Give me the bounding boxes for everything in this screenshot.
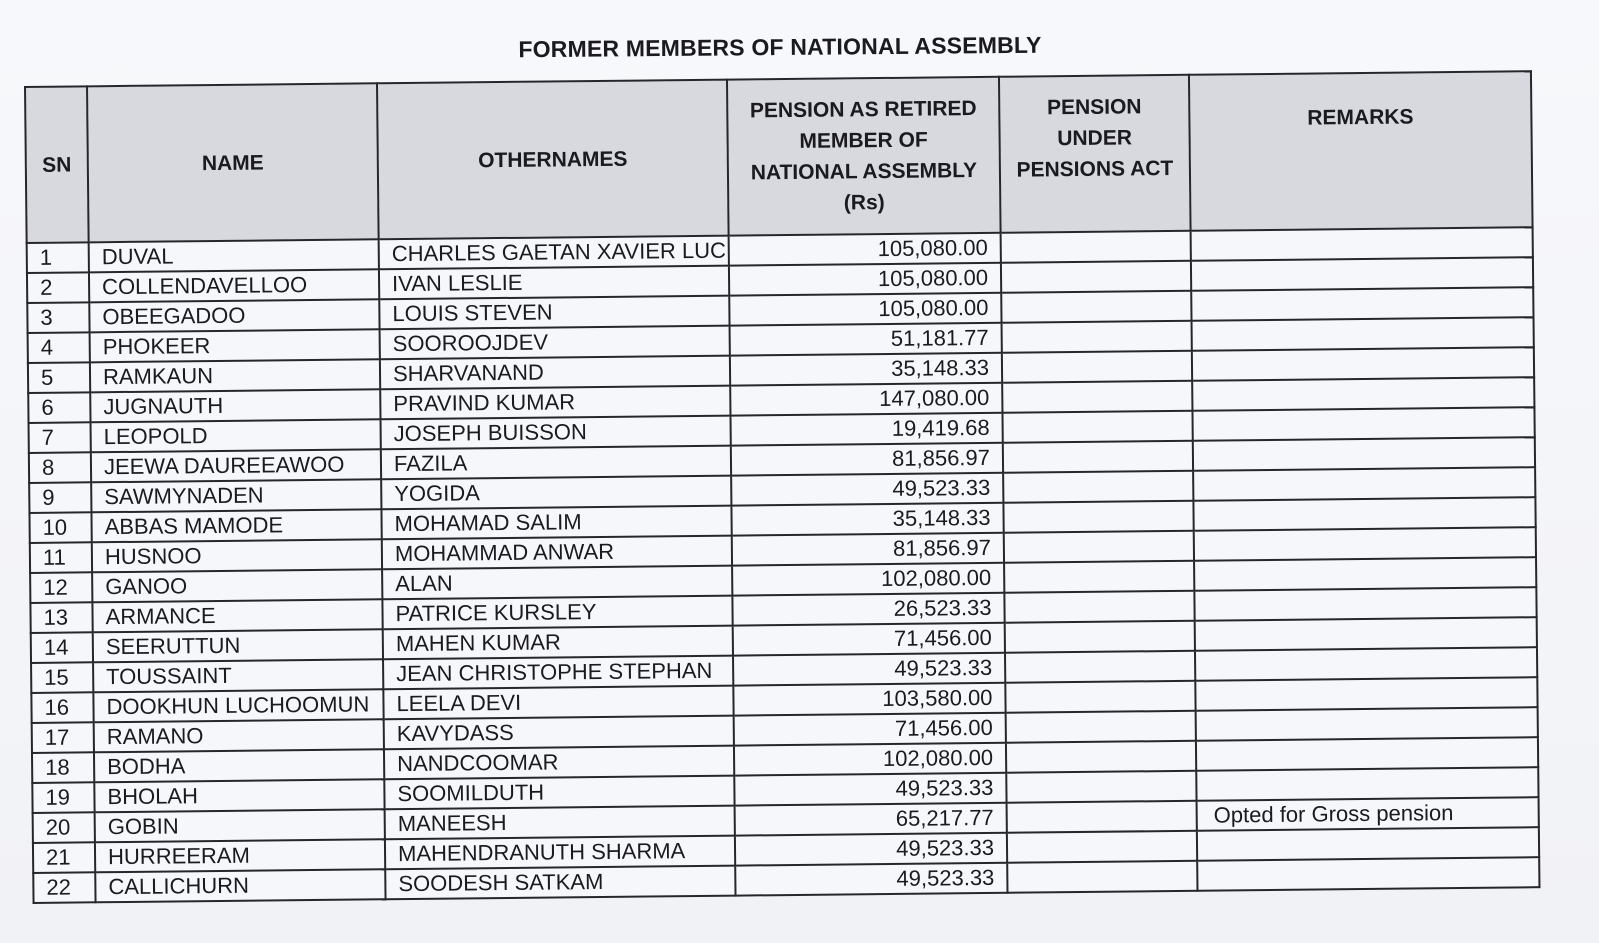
- cell-name: RAMKAUN: [90, 359, 380, 392]
- cell-othernames: PRAVIND KUMAR: [380, 386, 730, 420]
- cell-remarks: [1191, 257, 1533, 291]
- cell-name: COLLENDAVELLOO: [89, 269, 379, 302]
- cell-remarks: Opted for Gross pension: [1197, 797, 1539, 831]
- cell-pension-act: [1007, 801, 1197, 833]
- cell-remarks: [1195, 647, 1537, 681]
- cell-pension: 35,148.33: [731, 503, 1003, 536]
- cell-pension-act: [1003, 441, 1193, 473]
- cell-name: GOBIN: [95, 809, 385, 842]
- cell-sn: 1: [27, 242, 89, 273]
- cell-remarks: [1191, 227, 1533, 261]
- cell-pension-act: [1004, 531, 1194, 563]
- cell-othernames: SOOMILDUTH: [384, 776, 734, 810]
- cell-remarks: [1191, 287, 1533, 321]
- cell-othernames: SOODESH SATKAM: [385, 866, 735, 900]
- header-pension-line: MEMBER OF: [799, 128, 928, 153]
- cell-pension-act: [1003, 471, 1193, 503]
- cell-pension: 26,523.33: [732, 593, 1004, 626]
- cell-sn: 15: [31, 662, 93, 693]
- cell-name: DOOKHUN LUCHOOMUN: [93, 689, 383, 722]
- cell-name: TOUSSAINT: [93, 659, 383, 692]
- cell-sn: 8: [29, 452, 91, 483]
- cell-sn: 22: [33, 872, 95, 903]
- cell-remarks: [1193, 497, 1535, 531]
- cell-pension-act: [1005, 651, 1195, 683]
- cell-othernames: CHARLES GAETAN XAVIER LUC: [379, 236, 729, 270]
- cell-othernames: YOGIDA: [381, 476, 731, 510]
- cell-pension-act: [1004, 591, 1194, 623]
- cell-name: SEERUTTUN: [93, 629, 383, 662]
- cell-name: ABBAS MAMODE: [91, 509, 381, 542]
- cell-pension: 102,080.00: [732, 563, 1004, 596]
- cell-sn: 9: [29, 482, 91, 513]
- cell-othernames: LOUIS STEVEN: [379, 296, 729, 330]
- cell-name: RAMANO: [94, 719, 384, 752]
- cell-name: BHOLAH: [94, 779, 384, 812]
- cell-pension: 49,523.33: [734, 773, 1006, 806]
- cell-name: HUSNOO: [92, 539, 382, 572]
- cell-pension-act: [1001, 261, 1191, 293]
- cell-pension: 19,419.68: [730, 413, 1002, 446]
- cell-pension: 103,580.00: [733, 683, 1005, 716]
- cell-pension: 105,080.00: [729, 263, 1001, 296]
- cell-pension: 35,148.33: [730, 353, 1002, 386]
- cell-remarks: [1197, 827, 1539, 861]
- cell-sn: 11: [30, 542, 92, 573]
- cell-remarks: [1194, 587, 1536, 621]
- header-othernames: OTHERNAMES: [377, 80, 729, 240]
- cell-othernames: MOHAMAD SALIM: [381, 506, 731, 540]
- cell-pension-act: [1005, 621, 1195, 653]
- cell-sn: 10: [29, 512, 91, 543]
- cell-othernames: MANEESH: [385, 806, 735, 840]
- cell-remarks: [1194, 527, 1536, 561]
- header-act-line: PENSIONS ACT: [1016, 156, 1174, 182]
- cell-pension: 105,080.00: [729, 233, 1001, 266]
- cell-remarks: [1195, 617, 1537, 651]
- header-sn: SN: [25, 86, 89, 243]
- cell-name: HURREERAM: [95, 839, 385, 872]
- cell-othernames: IVAN LESLIE: [379, 266, 729, 300]
- pension-table: [24, 70, 1540, 904]
- cell-remarks: [1192, 317, 1534, 351]
- header-remarks: REMARKS: [1189, 71, 1533, 231]
- cell-othernames: FAZILA: [381, 446, 731, 480]
- cell-pension: 49,523.33: [731, 473, 1003, 506]
- cell-pension: 102,080.00: [734, 743, 1006, 776]
- cell-name: BODHA: [94, 749, 384, 782]
- cell-pension-act: [1002, 321, 1192, 353]
- cell-othernames: ALAN: [382, 566, 732, 600]
- cell-othernames: MAHENDRANUTH SHARMA: [385, 836, 735, 870]
- cell-remarks: [1196, 707, 1538, 741]
- header-act-line: UNDER: [1057, 126, 1133, 151]
- cell-sn: 6: [28, 392, 90, 423]
- cell-pension: 49,523.33: [733, 653, 1005, 686]
- cell-sn: 3: [27, 302, 89, 333]
- cell-pension-act: [1004, 561, 1194, 593]
- cell-remarks: [1193, 467, 1535, 501]
- cell-sn: 12: [30, 572, 92, 603]
- header-act-line: PENSION: [1046, 95, 1142, 120]
- cell-sn: 16: [31, 692, 93, 723]
- cell-name: JUGNAUTH: [90, 389, 380, 422]
- cell-remarks: [1193, 437, 1535, 471]
- cell-name: LEOPOLD: [91, 419, 381, 452]
- cell-sn: 5: [28, 362, 90, 393]
- cell-sn: 13: [30, 602, 92, 633]
- cell-othernames: JOSEPH BUISSON: [381, 416, 731, 450]
- document-title: FORMER MEMBERS OF NATIONAL ASSEMBLY: [518, 31, 1042, 63]
- cell-pension-act: [1005, 681, 1195, 713]
- cell-pension: 49,523.33: [735, 833, 1007, 866]
- cell-pension-act: [1007, 831, 1197, 863]
- cell-sn: 21: [33, 842, 95, 873]
- cell-name: SAWMYNADEN: [91, 479, 381, 512]
- cell-pension-act: [1002, 351, 1192, 383]
- header-name: NAME: [87, 83, 379, 242]
- cell-sn: 7: [29, 422, 91, 453]
- cell-sn: 20: [33, 812, 95, 843]
- cell-pension-act: [1006, 771, 1196, 803]
- cell-name: DUVAL: [89, 239, 379, 272]
- cell-remarks: [1196, 767, 1538, 801]
- cell-othernames: NANDCOOMAR: [384, 746, 734, 780]
- cell-pension: 81,856.97: [732, 533, 1004, 566]
- cell-pension-act: [1003, 501, 1193, 533]
- cell-othernames: MOHAMMAD ANWAR: [382, 536, 732, 570]
- cell-name: PHOKEER: [90, 329, 380, 362]
- cell-othernames: PATRICE KURSLEY: [382, 596, 732, 630]
- table-header-row: [25, 71, 1533, 243]
- cell-remarks: [1192, 407, 1534, 441]
- cell-sn: 17: [32, 722, 94, 753]
- cell-pension: 147,080.00: [730, 383, 1002, 416]
- cell-othernames: LEELA DEVI: [383, 686, 733, 720]
- cell-pension-act: [1002, 381, 1192, 413]
- cell-pension: 81,856.97: [731, 443, 1003, 476]
- cell-pension: 51,181.77: [730, 323, 1002, 356]
- cell-pension-act: [1002, 411, 1192, 443]
- header-pension-line: (Rs): [843, 190, 885, 215]
- table-body: [27, 227, 1540, 903]
- cell-pension: 71,456.00: [733, 623, 1005, 656]
- cell-remarks: [1197, 857, 1539, 891]
- cell-sn: 14: [31, 632, 93, 663]
- cell-othernames: MAHEN KUMAR: [383, 626, 733, 660]
- cell-othernames: SOOROOJDEV: [380, 326, 730, 360]
- cell-remarks: [1196, 737, 1538, 771]
- cell-pension: 65,217.77: [735, 803, 1007, 836]
- header-pension-retired: [727, 77, 1001, 236]
- cell-sn: 19: [32, 782, 94, 813]
- cell-pension: 105,080.00: [729, 293, 1001, 326]
- cell-name: JEEWA DAUREEAWOO: [91, 449, 381, 482]
- cell-pension-act: [1006, 741, 1196, 773]
- header-pension-line: PENSION AS RETIRED: [749, 97, 977, 123]
- cell-remarks: [1192, 377, 1534, 411]
- cell-othernames: JEAN CHRISTOPHE STEPHAN: [383, 656, 733, 690]
- cell-pension-act: [1001, 231, 1191, 263]
- cell-pension-act: [1001, 291, 1191, 323]
- cell-pension: 49,523.33: [735, 863, 1007, 896]
- cell-sn: 2: [27, 272, 89, 303]
- cell-othernames: SHARVANAND: [380, 356, 730, 390]
- cell-remarks: [1195, 677, 1537, 711]
- pension-table-wrapper: [24, 70, 1538, 904]
- cell-pension-act: [1006, 711, 1196, 743]
- cell-name: ARMANCE: [92, 599, 382, 632]
- cell-pension-act: [1007, 861, 1197, 893]
- cell-othernames: KAVYDASS: [384, 716, 734, 750]
- cell-sn: 18: [32, 752, 94, 783]
- cell-name: GANOO: [92, 569, 382, 602]
- cell-remarks: [1194, 557, 1536, 591]
- header-pension-act: [999, 75, 1191, 233]
- cell-name: CALLICHURN: [95, 869, 385, 902]
- cell-pension: 71,456.00: [734, 713, 1006, 746]
- header-pension-line: NATIONAL ASSEMBLY: [750, 159, 978, 185]
- cell-sn: 4: [28, 332, 90, 363]
- cell-remarks: [1192, 347, 1534, 381]
- cell-name: OBEEGADOO: [89, 299, 379, 332]
